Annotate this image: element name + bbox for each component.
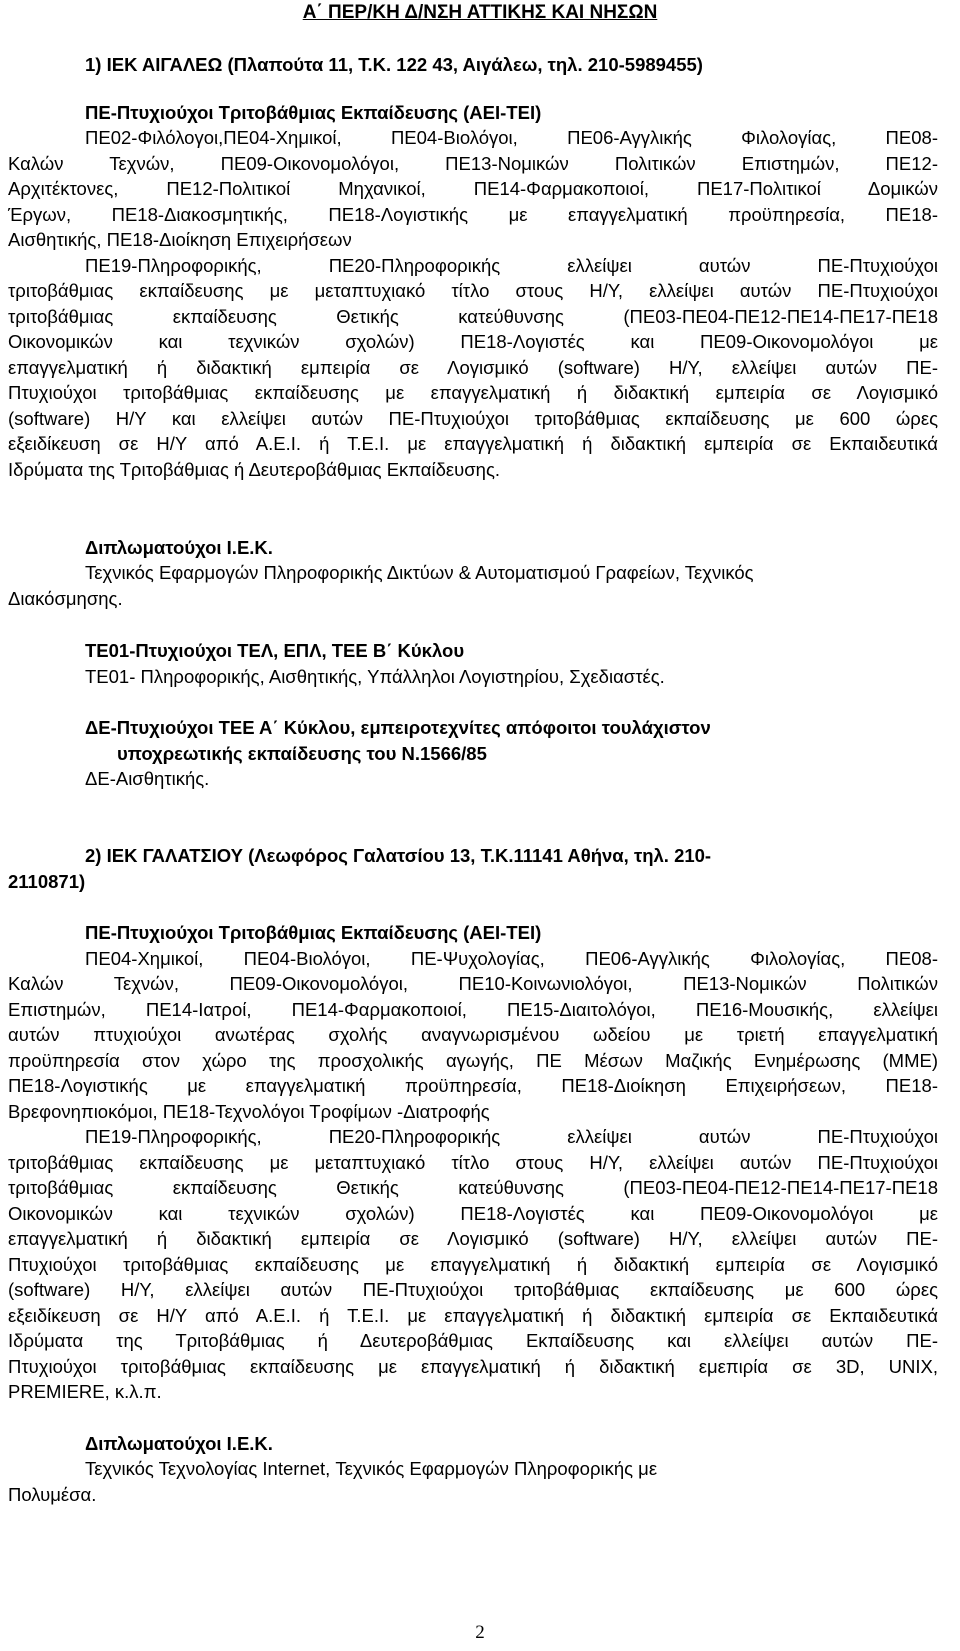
- section-2-it-line: PREMIERE, κ.λ.π.: [8, 1381, 162, 1402]
- section-2-it-line: ΠΕ19-Πληροφορικής, ΠΕ20-Πληροφορικής ελλείψει αυτών ΠΕ-Πτυχιούχοι: [85, 1126, 938, 1147]
- section-2-heading: 2) ΙΕΚ ΓΑΛΑΤΣΙΟΥ (Λεωφόρος Γαλατσίου 13, Τ.Κ.11141 Αθήνα, τηλ. 210-: [85, 845, 712, 866]
- section-1-de-title: ΔΕ-Πτυχιούχοι ΤΕΕ Α΄ Κύκλου, εμπειροτεχνίτες απόφοιτοι τουλάχιστον: [85, 717, 711, 738]
- section-2-iek-title: Διπλωματούχοι Ι.Ε.Κ.: [85, 1433, 273, 1454]
- section-2-it-line: εξειδίκευση σε Η/Υ από Α.Ε.Ι. ή Τ.Ε.Ι. με επαγγελματική ή διδακτική εμπειρία σε Εκπαιδευτικά: [8, 1305, 938, 1326]
- page-title: Α΄ ΠΕΡ/ΚΗ Δ/ΝΣΗ ΑΤΤΙΚΗΣ ΚΑΙ ΝΗΣΩΝ: [302, 2, 658, 23]
- page-number: 2: [475, 1622, 485, 1643]
- section-1-de-line: ΔΕ-Αισθητικής.: [85, 768, 210, 789]
- section-1-it-line: Ιδρύματα της Τριτοβάθμιας ή Δευτεροβάθμιας Εκπαίδευσης.: [8, 459, 501, 480]
- section-2-it-line: Οικονομικών και τεχνικών σχολών) ΠΕ18-Λογιστές και ΠΕ09-Οικονομολόγοι με: [8, 1203, 938, 1224]
- section-1-pe-line: Αισθητικής, ΠΕ18-Διοίκηση Επιχειρήσεων: [8, 229, 352, 250]
- section-2-it-line: τριτοβάθμιας εκπαίδευσης Θετικής κατεύθυνσης (ΠΕ03-ΠΕ04-ΠΕ12-ΠΕ14-ΠΕ17-ΠΕ18: [8, 1177, 938, 1198]
- section-1-it-line: (software) Η/Υ και ελλείψει αυτών ΠΕ-Πτυχιούχοι τριτοβάθμιας εκπαίδευσης με 600 ώρες: [8, 408, 938, 429]
- section-1-pe-line: Έργων, ΠΕ18-Διακοσμητικής, ΠΕ18-Λογιστικής με επαγγελματική προϋπηρεσία, ΠΕ18-: [8, 204, 938, 225]
- section-2-iek-line: Τεχνικός Τεχνολογίας Internet, Τεχνικός Εφαρμογών Πληροφορικής με: [85, 1458, 658, 1479]
- section-2-pe-line: Βρεφονηπιοκόμοι, ΠΕ18-Τεχνολόγοι Τροφίμων -Διατροφής: [8, 1101, 490, 1122]
- section-1-it-line: Πτυχιούχοι τριτοβάθμιας εκπαίδευσης με επαγγελματική ή διδακτική εμπειρία σε Λογισμικό: [8, 382, 938, 403]
- section-1-pe-line: Καλών Τεχνών, ΠΕ09-Οικονομολόγοι, ΠΕ13-Νομικών Πολιτικών Επιστημών, ΠΕ12-: [8, 153, 938, 174]
- section-1-pe-title: ΠΕ-Πτυχιούχοι Τριτοβάθμιας Εκπαίδευσης (ΑΕΙ-ΤΕΙ): [85, 102, 542, 123]
- section-2-pe-line: ΠΕ04-Χημικοί, ΠΕ04-Βιολόγοι, ΠΕ-Ψυχολογίας, ΠΕ06-Αγγλικής Φιλολογίας, ΠΕ08-: [85, 948, 938, 969]
- section-1-it-line: εξειδίκευση σε Η/Υ από Α.Ε.Ι. ή Τ.Ε.Ι. με επαγγελματική ή διδακτική εμπειρία σε Εκπαιδευτικά: [8, 433, 938, 454]
- section-1-pe-line: ΠΕ02-Φιλόλογοι,ΠΕ04-Χημικοί, ΠΕ04-Βιολόγοι, ΠΕ06-Αγγλικής Φιλολογίας, ΠΕ08-: [85, 127, 938, 148]
- section-2-heading: 2110871): [8, 871, 86, 892]
- section-2-pe-line: Επιστημών, ΠΕ14-Ιατροί, ΠΕ14-Φαρμακοποιοί, ΠΕ15-Διαιτολόγοι, ΠΕ16-Μουσικής, ελλείψει: [8, 999, 938, 1020]
- section-1-te-line: ΤΕ01- Πληροφορικής, Αισθητικής, Υπάλληλοι Λογιστηρίου, Σχεδιαστές.: [85, 666, 665, 687]
- section-1-iek-line: Διακόσμησης.: [8, 588, 123, 609]
- section-2-it-line: (software) Η/Υ, ελλείψει αυτών ΠΕ-Πτυχιούχοι τριτοβάθμιας εκπαίδευσης με 600 ώρες: [8, 1279, 938, 1300]
- section-1-it-line: ΠΕ19-Πληροφορικής, ΠΕ20-Πληροφορικής ελλείψει αυτών ΠΕ-Πτυχιούχοι: [85, 255, 938, 276]
- section-2-it-line: Πτυχιούχοι τριτοβάθμιας εκπαίδευσης με επαγγελματική ή διδακτική εμπειρία σε Λογισμικό: [8, 1254, 938, 1275]
- section-2-it-line: τριτοβάθμιας εκπαίδευσης με μεταπτυχιακό τίτλο στους Η/Υ, ελλείψει αυτών ΠΕ-Πτυχιούχοι: [8, 1152, 938, 1173]
- section-1-it-line: τριτοβάθμιας εκπαίδευσης με μεταπτυχιακό τίτλο στους Η/Υ, ελλείψει αυτών ΠΕ-Πτυχιούχοι: [8, 280, 938, 301]
- section-1-it-line: τριτοβάθμιας εκπαίδευσης Θετικής κατεύθυνσης (ΠΕ03-ΠΕ04-ΠΕ12-ΠΕ14-ΠΕ17-ΠΕ18: [8, 306, 938, 327]
- section-1-de-title: υποχρεωτικής εκπαίδευσης του Ν.1566/85: [117, 743, 487, 764]
- section-1-heading: 1) ΙΕΚ ΑΙΓΑΛΕΩ (Πλαπούτα 11, Τ.Κ. 122 43, Αιγάλεω, τηλ. 210-5989455): [85, 54, 703, 75]
- section-1-pe-line: Αρχιτέκτονες, ΠΕ12-Πολιτικοί Μηχανικοί, ΠΕ14-Φαρμακοποιοί, ΠΕ17-Πολιτικοί Δομικών: [8, 178, 938, 199]
- section-1-it-line: Οικονομικών και τεχνικών σχολών) ΠΕ18-Λογιστές και ΠΕ09-Οικονομολόγοι με: [8, 331, 938, 352]
- section-1-te-title: ΤΕ01-Πτυχιούχοι ΤΕΛ, ΕΠΛ, ΤΕΕ Β΄ Κύκλου: [85, 640, 465, 661]
- section-2-pe-line: Καλών Τεχνών, ΠΕ09-Οικονομολόγοι, ΠΕ10-Κοινωνιολόγοι, ΠΕ13-Νομικών Πολιτικών: [8, 973, 938, 994]
- section-2-it-line: επαγγελματική ή διδακτική εμπειρία σε Λογισμικό (software) Η/Υ, ελλείψει αυτών ΠΕ-: [8, 1228, 938, 1249]
- section-2-pe-title: ΠΕ-Πτυχιούχοι Τριτοβάθμιας Εκπαίδευσης (ΑΕΙ-ΤΕΙ): [85, 922, 542, 943]
- section-2-it-line: Ιδρύματα της Τριτοβάθμιας ή Δευτεροβάθμιας Εκπαίδευσης και ελλείψει αυτών ΠΕ-: [8, 1330, 938, 1351]
- section-1-it-line: επαγγελματική ή διδακτική εμπειρία σε Λογισμικό (software) Η/Υ, ελλείψει αυτών ΠΕ-: [8, 357, 938, 378]
- section-1-iek-line: Τεχνικός Εφαρμογών Πληροφορικής Δικτύων & Αυτοματισμού Γραφείων, Τεχνικός: [85, 562, 754, 583]
- section-2-pe-line: αυτών πτυχιούχοι ανωτέρας σχολής αναγνωρισμένου ωδείου με τριετή επαγγελματική: [8, 1024, 938, 1045]
- section-2-iek-line: Πολυμέσα.: [8, 1484, 97, 1505]
- section-1-iek-title: Διπλωματούχοι Ι.Ε.Κ.: [85, 537, 273, 558]
- section-2-pe-line: προϋπηρεσία στον χώρο της προσχολικής αγωγής, ΠΕ Μέσων Μαζικής Ενημέρωσης (ΜΜΕ): [8, 1050, 938, 1071]
- section-2-pe-line: ΠΕ18-Λογιστικής με επαγγελματική προϋπηρεσία, ΠΕ18-Διοίκηση Επιχειρήσεων, ΠΕ18-: [8, 1075, 938, 1096]
- section-2-it-line: Πτυχιούχοι τριτοβάθμιας εκπαίδευσης με επαγγελματική ή διδακτική εμεπιρία σε 3D, UNIX,: [8, 1356, 938, 1377]
